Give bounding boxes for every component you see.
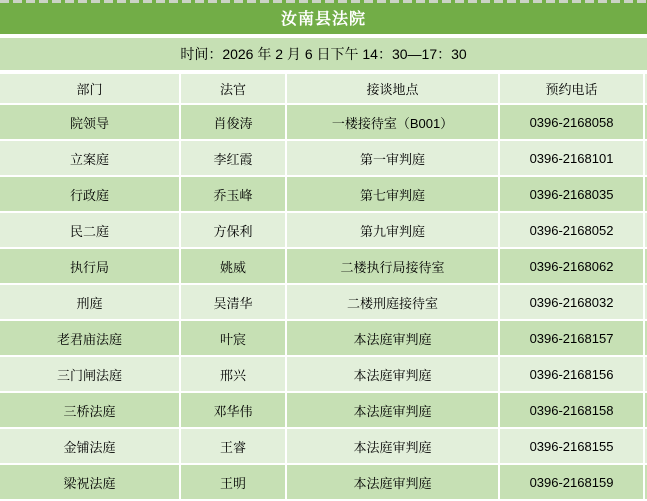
table-row [0, 213, 647, 247]
cell-location: 第一审判庭 [287, 141, 498, 175]
cell-location: 本法庭审判庭 [287, 357, 498, 391]
column-header-dept: 部门 [0, 74, 179, 103]
cell-location: 本法庭审判庭 [287, 393, 498, 427]
column-header-location: 接谈地点 [287, 74, 498, 103]
cell-location: 第七审判庭 [287, 177, 498, 211]
cell-phone: 0396-2168058 [500, 105, 643, 139]
column-header-phone: 预约电话 [500, 74, 643, 103]
cell-location: 第九审判庭 [287, 213, 498, 247]
cell-judge: 叶宸 [181, 321, 285, 355]
table-row [0, 285, 647, 319]
cell-dept: 执行局 [0, 249, 179, 283]
cell-judge: 姚威 [181, 249, 285, 283]
page-break-dashed-line [0, 0, 647, 3]
cell-phone: 0396-2168157 [500, 321, 643, 355]
cell-phone: 0396-2168155 [500, 429, 643, 463]
cell-location: 二楼执行局接待室 [287, 249, 498, 283]
cell-location: 一楼接待室（B001） [287, 105, 498, 139]
cell-judge: 李红霞 [181, 141, 285, 175]
cell-phone: 0396-2168035 [500, 177, 643, 211]
table-row [0, 429, 647, 463]
cell-phone: 0396-2168062 [500, 249, 643, 283]
cell-location: 本法庭审判庭 [287, 429, 498, 463]
table-row [0, 321, 647, 355]
cell-dept: 老君庙法庭 [0, 321, 179, 355]
cell-dept: 金铺法庭 [0, 429, 179, 463]
cell-dept: 行政庭 [0, 177, 179, 211]
table-title: 汝南县法院 [0, 0, 647, 34]
cell-judge: 肖俊涛 [181, 105, 285, 139]
cell-phone: 0396-2168158 [500, 393, 643, 427]
table-row [0, 105, 647, 139]
cell-phone: 0396-2168159 [500, 465, 643, 499]
cell-judge: 王明 [181, 465, 285, 499]
column-header-judge: 法官 [181, 74, 285, 103]
cell-dept: 刑庭 [0, 285, 179, 319]
cell-location: 本法庭审判庭 [287, 321, 498, 355]
cell-judge: 王睿 [181, 429, 285, 463]
time-row: 时间：2026 年 2 月 6 日下午 14：30—17：30 [0, 38, 647, 70]
cell-phone: 0396-2168101 [500, 141, 643, 175]
table-row [0, 393, 647, 427]
table-row [0, 357, 647, 391]
table-header-row [0, 74, 647, 103]
cell-judge: 邓华伟 [181, 393, 285, 427]
table-row [0, 177, 647, 211]
cell-judge: 方保利 [181, 213, 285, 247]
cell-judge: 邢兴 [181, 357, 285, 391]
cell-dept: 民二庭 [0, 213, 179, 247]
cell-judge: 乔玉峰 [181, 177, 285, 211]
cell-dept: 院领导 [0, 105, 179, 139]
cell-location: 二楼刑庭接待室 [287, 285, 498, 319]
cell-dept: 梁祝法庭 [0, 465, 179, 499]
table-row [0, 141, 647, 175]
table-row [0, 465, 647, 499]
cell-judge: 吴清华 [181, 285, 285, 319]
cell-dept: 三门闸法庭 [0, 357, 179, 391]
table-body [0, 105, 647, 499]
cell-dept: 立案庭 [0, 141, 179, 175]
cell-phone: 0396-2168032 [500, 285, 643, 319]
table-row [0, 249, 647, 283]
cell-phone: 0396-2168052 [500, 213, 643, 247]
cell-dept: 三桥法庭 [0, 393, 179, 427]
cell-phone: 0396-2168156 [500, 357, 643, 391]
cell-location: 本法庭审判庭 [287, 465, 498, 499]
